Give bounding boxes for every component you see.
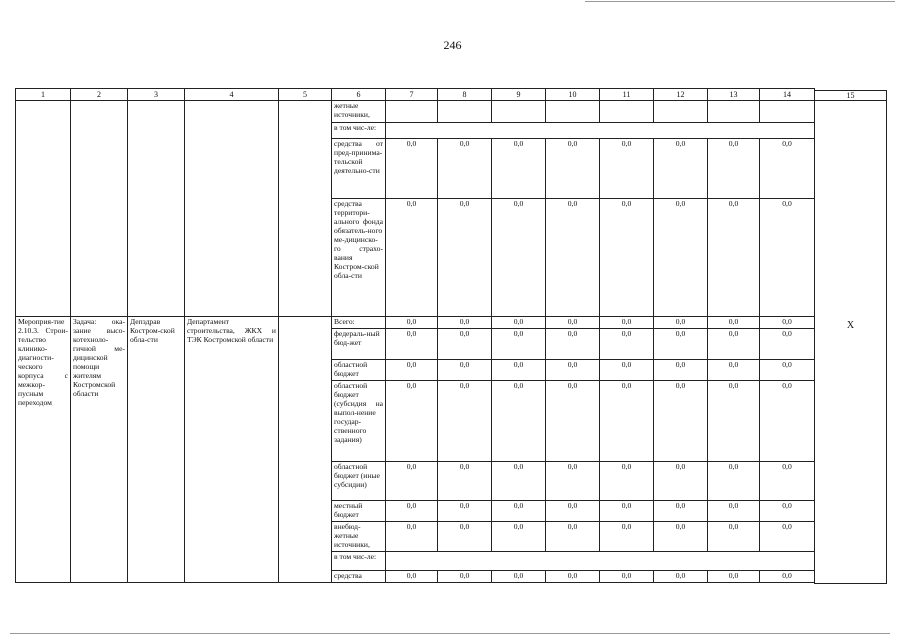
cell-value: 0,0 bbox=[708, 521, 760, 551]
table-row bbox=[16, 101, 815, 123]
row-label: местный бюджет bbox=[332, 500, 386, 521]
cell-value: 0,0 bbox=[546, 139, 600, 199]
cell-value: 0,0 bbox=[654, 570, 708, 582]
cell-value: 0,0 bbox=[600, 500, 654, 521]
cell-value: 0,0 bbox=[654, 328, 708, 359]
cell-value: 0,0 bbox=[492, 317, 546, 329]
col-header: 2 bbox=[71, 89, 128, 101]
cell-value: 0,0 bbox=[546, 570, 600, 582]
col15-header: 15 bbox=[814, 90, 887, 101]
cont-col1 bbox=[16, 101, 71, 317]
cell-value: 0,0 bbox=[386, 359, 438, 380]
page-number: 246 bbox=[443, 38, 462, 52]
cell-value: 0,0 bbox=[546, 317, 600, 329]
col-header: 7 bbox=[386, 89, 438, 101]
cell-value: 0,0 bbox=[708, 199, 760, 317]
cell-value: 0,0 bbox=[438, 380, 492, 461]
col15-mark: X bbox=[846, 320, 855, 331]
cell-value: 0,0 bbox=[654, 521, 708, 551]
cell-value: 0,0 bbox=[438, 139, 492, 199]
cell-value: 0,0 bbox=[654, 461, 708, 500]
cell-value: 0,0 bbox=[438, 461, 492, 500]
col-header: 14 bbox=[760, 89, 815, 101]
cell-value: 0,0 bbox=[386, 139, 438, 199]
event-col5 bbox=[279, 317, 332, 583]
col-header: 10 bbox=[546, 89, 600, 101]
cont-col2 bbox=[71, 101, 128, 317]
col-header: 6 bbox=[332, 89, 386, 101]
cell-value: 0,0 bbox=[492, 139, 546, 199]
col15-body bbox=[814, 101, 887, 584]
row-label: внебюд-жетные источники, bbox=[332, 521, 386, 551]
cell-value: 0,0 bbox=[600, 461, 654, 500]
cell-value: 0,0 bbox=[760, 328, 815, 359]
cell-value: 0,0 bbox=[760, 521, 815, 551]
cell-value: 0,0 bbox=[654, 500, 708, 521]
budget-table bbox=[15, 88, 815, 583]
cell-value: 0,0 bbox=[492, 199, 546, 317]
cont-col4 bbox=[185, 101, 279, 317]
cell-value: 0,0 bbox=[386, 199, 438, 317]
cell-value: 0,0 bbox=[708, 380, 760, 461]
cell-value: 0,0 bbox=[546, 461, 600, 500]
cell-value: 0,0 bbox=[760, 139, 815, 199]
row-label: жетные источники, bbox=[332, 101, 386, 123]
cell-value: 0,0 bbox=[386, 380, 438, 461]
cell-value: 0,0 bbox=[600, 380, 654, 461]
row-label: областной бюджет (субсидия на выпол-нение государ-ственного задания) bbox=[332, 380, 386, 461]
event-task: Задача: ока-зание высо-котехноло-гичной ме-дицинской помощи жителям Костромской области bbox=[71, 317, 128, 583]
col-header: 12 bbox=[654, 89, 708, 101]
cell-value: 0,0 bbox=[708, 328, 760, 359]
cell-value: 0,0 bbox=[386, 317, 438, 329]
row-label: федераль-ный бюд-жет bbox=[332, 328, 386, 359]
cell-value: 0,0 bbox=[546, 521, 600, 551]
row-label: средства от пред-принима-тельской деятельно-сти bbox=[332, 139, 386, 199]
row-label: в том чис-ле: bbox=[332, 123, 386, 139]
cell-value: 0,0 bbox=[438, 199, 492, 317]
cell-value: 0,0 bbox=[708, 500, 760, 521]
cell-value: 0,0 bbox=[760, 570, 815, 582]
row-label: средства территори-ального фонда обязатель-ного ме-дицинско-го страхо-вания Костром-ской обла-сти bbox=[332, 199, 386, 317]
cell-value: 0,0 bbox=[492, 461, 546, 500]
cell-value: 0,0 bbox=[438, 359, 492, 380]
cell-value: 0,0 bbox=[600, 328, 654, 359]
cont-col3 bbox=[128, 101, 185, 317]
cell-value: 0,0 bbox=[760, 500, 815, 521]
col-header: 4 bbox=[185, 89, 279, 101]
col-header: 1 bbox=[16, 89, 71, 101]
cell-value: 0,0 bbox=[708, 317, 760, 329]
cell-value: 0,0 bbox=[708, 359, 760, 380]
cell-value: 0,0 bbox=[546, 328, 600, 359]
cell-value: 0,0 bbox=[546, 500, 600, 521]
cell-value: 0,0 bbox=[492, 570, 546, 582]
cell-value: 0,0 bbox=[546, 359, 600, 380]
cell-value: 0,0 bbox=[438, 317, 492, 329]
cell-value: 0,0 bbox=[600, 139, 654, 199]
cell-value: 0,0 bbox=[438, 521, 492, 551]
row-label: средства bbox=[332, 570, 386, 582]
scan-line-top bbox=[585, 1, 895, 2]
cell-value: 0,0 bbox=[386, 461, 438, 500]
cell-value: 0,0 bbox=[600, 521, 654, 551]
col-header: 8 bbox=[438, 89, 492, 101]
cell-value: 0,0 bbox=[386, 570, 438, 582]
cell-value: 0,0 bbox=[760, 380, 815, 461]
cell-value: 0,0 bbox=[760, 317, 815, 329]
row-label: областной бюджет (иные субсидии) bbox=[332, 461, 386, 500]
cell-value: 0,0 bbox=[654, 139, 708, 199]
cont-col5 bbox=[279, 101, 332, 317]
col-header: 9 bbox=[492, 89, 546, 101]
cell-value: 0,0 bbox=[492, 521, 546, 551]
cell-value: 0,0 bbox=[546, 380, 600, 461]
cell-value: 0,0 bbox=[492, 500, 546, 521]
cell-value: 0,0 bbox=[654, 199, 708, 317]
header-row bbox=[16, 89, 815, 101]
cell-value: 0,0 bbox=[654, 359, 708, 380]
col-header: 5 bbox=[279, 89, 332, 101]
cell-value: 0,0 bbox=[546, 199, 600, 317]
cell-value: 0,0 bbox=[760, 461, 815, 500]
cell-value: 0,0 bbox=[492, 328, 546, 359]
cell-value: 0,0 bbox=[386, 521, 438, 551]
row-label: Всего: bbox=[332, 317, 386, 329]
cell-value: 0,0 bbox=[600, 317, 654, 329]
cell-value: 0,0 bbox=[708, 461, 760, 500]
event-name: Мероприя-тие 2.10.3. Строи-тельство клинико-диагности-ческого корпуса с межкор-пусным переходом bbox=[16, 317, 71, 583]
cell-value: 0,0 bbox=[600, 359, 654, 380]
cell-value: 0,0 bbox=[600, 570, 654, 582]
cell-value: 0,0 bbox=[600, 199, 654, 317]
cell-value: 0,0 bbox=[386, 328, 438, 359]
col-header: 13 bbox=[708, 89, 760, 101]
cell-value: 0,0 bbox=[654, 317, 708, 329]
cell-value: 0,0 bbox=[492, 380, 546, 461]
cell-value: 0,0 bbox=[708, 139, 760, 199]
cell-value: 0,0 bbox=[386, 500, 438, 521]
event-executor: Департамент строительства, ЖКХ и ТЭК Костромской области bbox=[185, 317, 279, 583]
cell-value: 0,0 bbox=[760, 359, 815, 380]
cell-value: 0,0 bbox=[438, 328, 492, 359]
row-label: в том чис-ле: bbox=[332, 551, 386, 570]
scan-line-bottom bbox=[10, 633, 890, 634]
cell-value: 0,0 bbox=[654, 380, 708, 461]
event-responsible: Депздрав Костром-ской обла-сти bbox=[128, 317, 185, 583]
col-header: 11 bbox=[600, 89, 654, 101]
row-label: областной бюджет bbox=[332, 359, 386, 380]
table-row bbox=[16, 317, 815, 329]
cell-value: 0,0 bbox=[492, 359, 546, 380]
cell-value: 0,0 bbox=[438, 570, 492, 582]
cell-value: 0,0 bbox=[760, 199, 815, 317]
col-header: 3 bbox=[128, 89, 185, 101]
cell-value: 0,0 bbox=[438, 500, 492, 521]
cell-value: 0,0 bbox=[708, 570, 760, 582]
